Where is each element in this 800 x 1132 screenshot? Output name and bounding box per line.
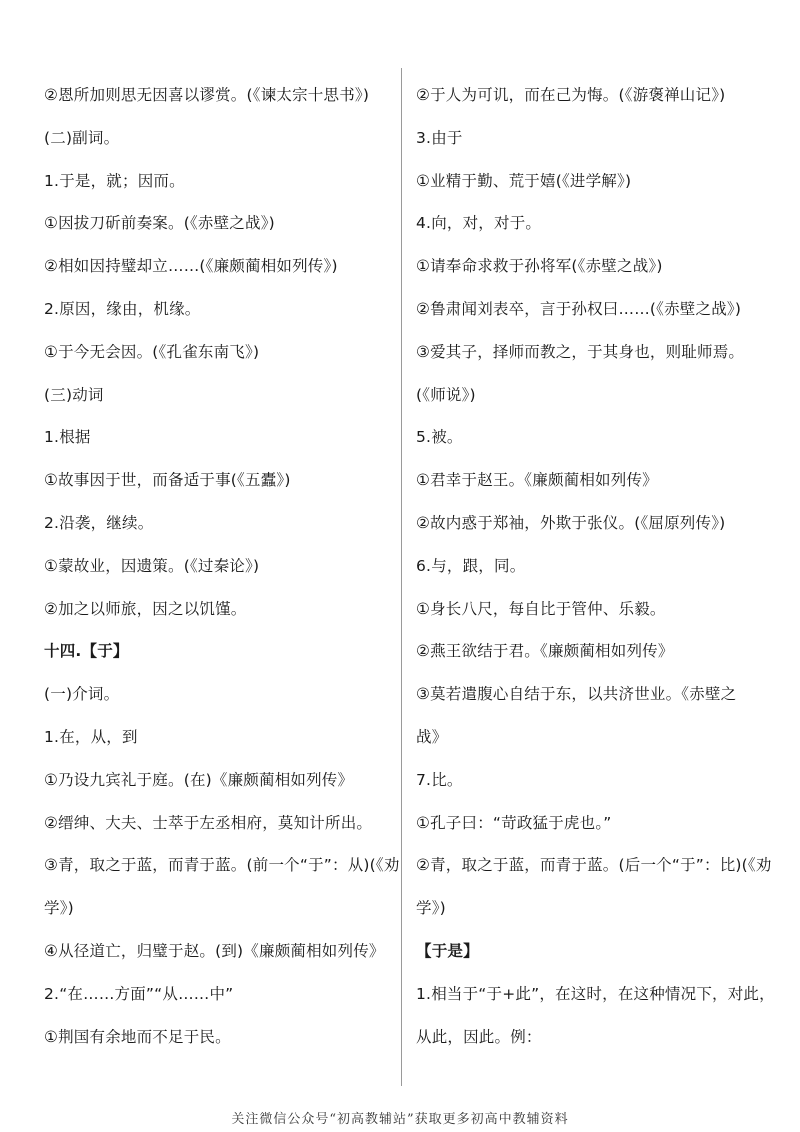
right-text-line: ①请奉命求救于孙将军(《赤壁之战》) bbox=[416, 257, 663, 276]
left-text-line: 2.原因，缘由，机缘。 bbox=[44, 300, 201, 318]
right-text-line: ①孔子曰：“苛政猛于虎也。” bbox=[416, 813, 612, 832]
right-text-line: 从此，因此。例： bbox=[416, 1027, 542, 1046]
left-text-line: (一)介词。 bbox=[44, 685, 120, 704]
right-text-line: 学》) bbox=[416, 899, 446, 918]
column-divider bbox=[401, 68, 402, 1086]
left-text-line: ②恩所加则思无因喜以谬赏。(《谏太宗十思书》) bbox=[44, 86, 370, 104]
right-text-line: 7.比。 bbox=[416, 770, 463, 789]
left-text-line: (三)动词 bbox=[44, 385, 104, 404]
right-text-line: (《师说》) bbox=[416, 385, 476, 404]
left-text-line: 2.“在……方面”“从……中” bbox=[44, 984, 234, 1003]
right-text-line: ②鲁肃闻刘表卒，言于孙权曰……(《赤壁之战》) bbox=[416, 300, 742, 318]
footer-note: 关注微信公众号“初高教辅站”获取更多初高中教辅资料 bbox=[231, 1112, 569, 1127]
left-text-line: ②缙绅、大夫、士萃于左丞相府，莫知计所出。 bbox=[44, 813, 373, 832]
left-text-line: ①于今无会因。(《孔雀东南飞》) bbox=[44, 342, 260, 361]
right-text-line: ②故内惑于郑袖，外欺于张仪。(《屈原列传》) bbox=[416, 514, 726, 532]
right-text-line: 战》 bbox=[416, 728, 448, 746]
right-text-line: ③爱其子，择师而教之，于其身也，则耻师焉。 bbox=[416, 342, 745, 361]
left-text-line: 十四.【于】 bbox=[44, 642, 129, 661]
right-text-line: ②于人为可讥，而在己为悔。(《游褒禅山记》) bbox=[416, 86, 726, 104]
left-text-line: 1.在，从，到 bbox=[44, 728, 138, 746]
left-text-line: ②相如因持璧却立……(《廉颇蔺相如列传》) bbox=[44, 257, 338, 276]
left-text-line: ④从径道亡，归璧于赵。(到)《廉颇蔺相如列传》 bbox=[44, 942, 385, 960]
right-text-line: 5.被。 bbox=[416, 428, 463, 447]
right-text-line: ①业精于勤、荒于嬉(《进学解》) bbox=[416, 171, 632, 190]
right-text-line: 4.向，对，对于。 bbox=[416, 214, 542, 233]
right-text-line: 6.与，跟，同。 bbox=[416, 556, 526, 575]
left-text-line: (二)副词。 bbox=[44, 128, 120, 147]
right-text-line: 3.由于 bbox=[416, 128, 463, 147]
right-text-line: ②青，取之于蓝，而青于蓝。(后一个“于”：比)(《劝 bbox=[416, 856, 772, 875]
left-text-line: ②加之以师旅，因之以饥馑。 bbox=[44, 599, 247, 618]
left-text-line: 2.沿袭，继续。 bbox=[44, 514, 154, 532]
right-text-line: 1.相当于“于+此”，在这时，在这种情况下，对此， bbox=[416, 984, 775, 1003]
right-text-line: ②燕王欲结于君。《廉颇蔺相如列传》 bbox=[416, 642, 674, 661]
left-text-line: ①荆国有余地而不足于民。 bbox=[44, 1027, 231, 1046]
right-text-line: ①身长八尺，每自比于管仲、乐毅。 bbox=[416, 599, 666, 618]
left-text-line: 1.于是，就；因而。 bbox=[44, 171, 185, 190]
right-text-line: ③莫若遣腹心自结于东，以共济世业。《赤壁之 bbox=[416, 685, 737, 704]
right-text-line: 【于是】 bbox=[416, 942, 479, 960]
left-text-line: ③青，取之于蓝，而青于蓝。(前一个“于”：从)(《劝 bbox=[44, 856, 400, 875]
left-text-line: ①蒙故业，因遗策。(《过秦论》) bbox=[44, 556, 260, 575]
left-text-line: ①因拔刀斫前奏案。(《赤壁之战》) bbox=[44, 214, 275, 233]
left-text-line: ①故事因于世，而备适于事(《五蠹》) bbox=[44, 471, 291, 490]
left-text-line: 学》) bbox=[44, 899, 74, 918]
left-text-line: ①乃设九宾礼于庭。(在)《廉颇蔺相如列传》 bbox=[44, 770, 354, 789]
right-text-line: ①君幸于赵王。《廉颇蔺相如列传》 bbox=[416, 471, 658, 490]
left-text-line: 1.根据 bbox=[44, 428, 91, 447]
